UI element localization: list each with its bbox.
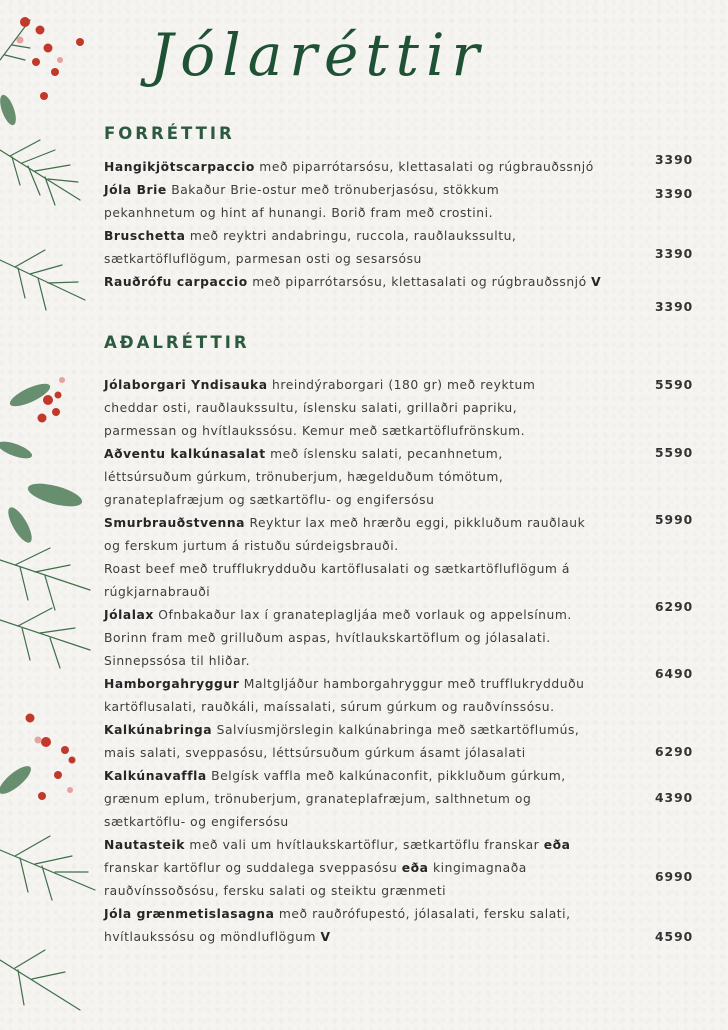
menu-line — [104, 834, 649, 857]
dish-description: með rauðrófupestó, jólasalati, fersku salati, — [274, 907, 571, 921]
price: 4590 — [655, 930, 694, 944]
mains-item-list — [104, 374, 649, 949]
dish-name: Jóla grænmetislasagna — [104, 907, 275, 921]
price: 5590 — [655, 446, 694, 460]
menu-line — [104, 202, 649, 225]
dish-description: Borinn fram með grilluðum aspas, hvítlaukskartöflum og jólasalati. — [104, 631, 551, 645]
dish-name: Kalkúnabringa — [104, 723, 213, 737]
menu-line — [104, 248, 649, 271]
menu-line — [104, 880, 649, 903]
dish-description: með reyktri andabringu, ruccola, rauðlaukssultu, — [185, 229, 517, 243]
dish-description: franskar kartöflur og suddalega sveppasósu — [104, 861, 402, 875]
dish-description: rúgkjarnabrauði — [104, 585, 211, 599]
dish-description: með piparrótarsósu, klettasalati og rúgbrauðssnjó — [254, 160, 594, 174]
menu-line — [104, 903, 649, 926]
menu-line — [104, 673, 649, 696]
menu-line — [104, 719, 649, 742]
dish-description: og ferskum jurtum á ristuðu súrdeigsbrauði. — [104, 539, 399, 553]
menu-line — [104, 558, 649, 581]
menu-line — [104, 926, 649, 949]
dish-name: Aðventu kalkúnasalat — [104, 447, 266, 461]
dish-description: sætkartöflu- og engifersósu — [104, 815, 289, 829]
dish-name: Hamborgahryggur — [104, 677, 240, 691]
menu-line — [104, 742, 649, 765]
menu-title: Jólaréttir — [150, 21, 487, 89]
menu-line — [104, 489, 649, 512]
dish-description: grænum eplum, trönuberjum, granateplafræjum, salthnetum og — [104, 792, 532, 806]
dish-description: sætkartöfluflögum, parmesan osti og sesarsósu — [104, 252, 422, 266]
dish-emphasis: eða — [401, 861, 429, 875]
menu-line — [104, 650, 649, 673]
pine-berry-border-decoration — [0, 0, 110, 1030]
price: 6490 — [655, 667, 694, 681]
menu-line — [104, 156, 649, 179]
price: 6290 — [655, 600, 694, 614]
dish-description: Bakaður Brie-ostur með trönuberjasósu, stökkum — [166, 183, 500, 197]
dish-name: Smurbrauðstvenna — [104, 516, 246, 530]
dish-description: pekanhnetum og hint af hunangi. Borið fram með crostini. — [104, 206, 494, 220]
dish-description: með íslensku salati, pecanhnetum, — [265, 447, 503, 461]
dish-description: með vali um hvítlaukskartöflur, sætkartöflu franskar — [184, 838, 544, 852]
dish-description-tail: kingimagnaða — [428, 861, 527, 875]
price: 5990 — [655, 513, 694, 527]
starters-item-list — [104, 156, 649, 294]
menu-line — [104, 627, 649, 650]
menu-line — [104, 420, 649, 443]
dish-description: hvítlaukssósu og möndluflögum — [104, 930, 321, 944]
dish-description: cheddar osti, rauðlaukssultu, íslensku salati, grillaðri papriku, — [104, 401, 518, 415]
price: 3390 — [655, 300, 694, 314]
dish-description: Salvíusmjörslegin kalkúnabringa með sætkartöflumús, — [212, 723, 580, 737]
dish-description: parmessan og hvítlaukssósu. Kemur með sætkartöflufrönskum. — [104, 424, 526, 438]
dish-name: Kalkúnavaffla — [104, 769, 207, 783]
menu-line — [104, 466, 649, 489]
dish-emphasis: eða — [543, 838, 571, 852]
menu-line — [104, 179, 649, 202]
section-heading-starters: FORRÉTTIR — [104, 124, 235, 143]
menu-line — [104, 512, 649, 535]
price: 3390 — [655, 153, 694, 167]
menu-line — [104, 788, 649, 811]
menu-line — [104, 581, 649, 604]
dish-name: Nautasteik — [104, 838, 185, 852]
dish-description: kartöflusalati, rauðkáli, maíssalati, súrum gúrkum og rauðvínssósu. — [104, 700, 555, 714]
price: 6990 — [655, 870, 694, 884]
section-heading-mains: AÐALRÉTTIR — [104, 333, 250, 352]
dish-emphasis: V — [320, 930, 331, 944]
menu-line — [104, 443, 649, 466]
menu-line — [104, 374, 649, 397]
menu-line — [104, 271, 649, 294]
dish-description: Ofnbakaður lax í granateplagljáa með vorlauk og appelsínum. — [153, 608, 572, 622]
menu-line — [104, 535, 649, 558]
dish-description: Maltgljáður hamborgahryggur með trufflukrydduðu — [239, 677, 585, 691]
menu-line — [104, 811, 649, 834]
menu-line — [104, 857, 649, 880]
dish-name: Rauðrófu carpaccio — [104, 275, 248, 289]
menu-line — [104, 765, 649, 788]
dish-description: granateplafræjum og sætkartöflu- og engifersósu — [104, 493, 435, 507]
dish-description: léttsúrsuðum gúrkum, trönuberjum, hægelduðum tómötum, — [104, 470, 504, 484]
menu-line — [104, 604, 649, 627]
dish-emphasis: V — [591, 275, 602, 289]
price: 5590 — [655, 378, 694, 392]
price: 3390 — [655, 247, 694, 261]
menu-line — [104, 225, 649, 248]
dish-name: Hangikjötscarpaccio — [104, 160, 255, 174]
dish-description: Belgísk vaffla með kalkúnaconfit, pikkluðum gúrkum, — [206, 769, 566, 783]
dish-name: Jólaborgari Yndisauka — [104, 378, 268, 392]
dish-description: Roast beef með trufflukrydduðu kartöflusalati og sætkartöfluflögum á — [104, 562, 570, 576]
menu-line — [104, 397, 649, 420]
price: 3390 — [655, 187, 694, 201]
price: 6290 — [655, 745, 694, 759]
dish-description: rauðvínssoðsósu, fersku salati og steiktu grænmeti — [104, 884, 447, 898]
menu-line — [104, 696, 649, 719]
price: 4390 — [655, 791, 694, 805]
dish-description: mais salati, sveppasósu, léttsúrsuðum gúrkum ásamt jólasalati — [104, 746, 526, 760]
dish-description: Sinnepssósa til hliðar. — [104, 654, 251, 668]
dish-name: Jólalax — [104, 608, 154, 622]
dish-description: með piparrótarsósu, klettasalati og rúgbrauðssnjó — [247, 275, 592, 289]
dish-name: Bruschetta — [104, 229, 186, 243]
dish-description: Reyktur lax með hrærðu eggi, pikkluðum rauðlauk — [245, 516, 586, 530]
dish-name: Jóla Brie — [104, 183, 167, 197]
dish-description: hreindýraborgari (180 gr) með reyktum — [267, 378, 536, 392]
